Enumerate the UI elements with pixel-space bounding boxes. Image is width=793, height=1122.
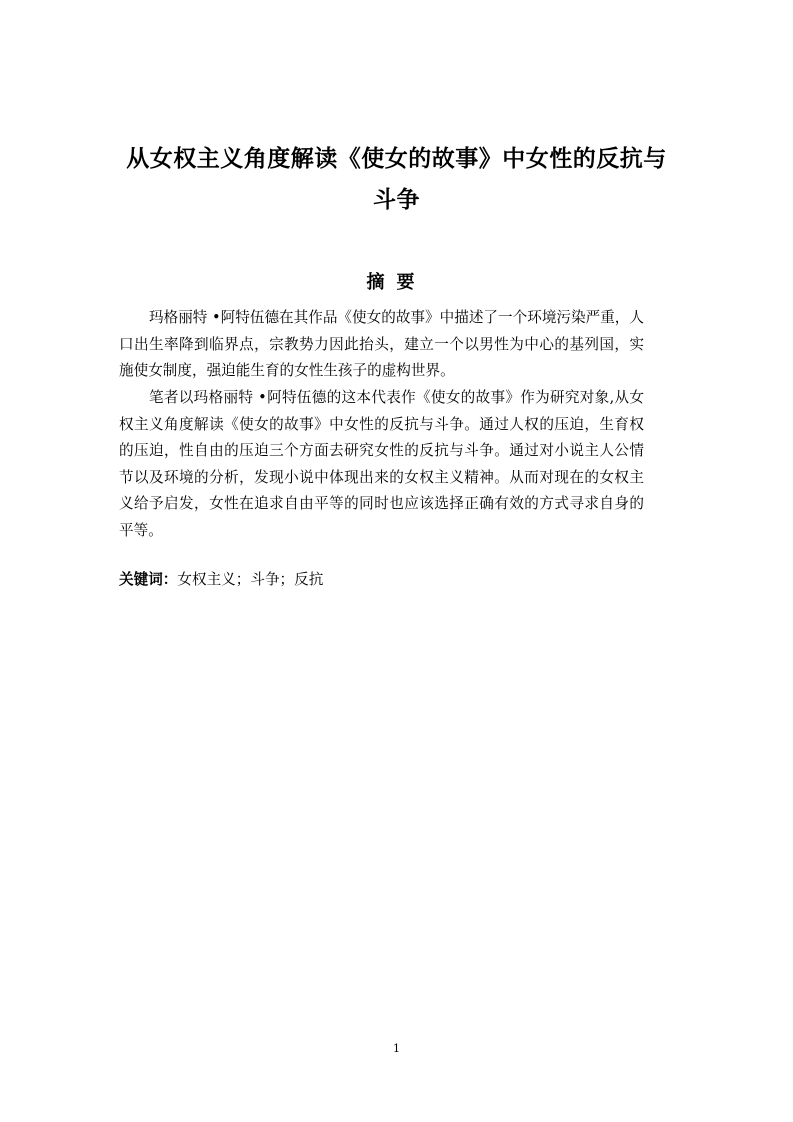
abstract-paragraph-1: 玛格丽特 •阿特伍德在其作品《使女的故事》中描述了一个环境污染严重，人口出生率降到临界点，宗教势力因此抬头，建立一个以男性为中心的基列国，实施使女制度，强迫能生育的女性生孩子的虚构世界。 xyxy=(119,309,644,379)
page-number: 1 xyxy=(393,1042,400,1055)
title-line-1: 从女权主义角度解读《使女的故事》中女性的反抗与 xyxy=(126,146,667,172)
keywords-line xyxy=(119,567,644,593)
abstract-heading: 摘要 xyxy=(366,272,427,293)
title-line-2: 斗争 xyxy=(373,187,420,213)
keywords-label: 关键词： xyxy=(119,571,178,588)
keywords-text: 女权主义；斗争；反抗 xyxy=(177,571,324,588)
abstract-paragraph-2: 笔者以玛格丽特 •阿特伍德的这本代表作《使女的故事》作为研究对象,从女权主义角度解读《使女的故事》中女性的反抗与斗争。通过人权的压迫，生育权的压迫，性自由的压迫三个方面去研究女性的反抗与斗争。通过对小说主人公情节以及环境的分析，发现小说中体现出来的女权主义精神。从而对现在的女权主义给予启发，女性在追求自由平等的同时也应该选择正确有效的方式寻求自身的平等。 xyxy=(119,389,644,539)
